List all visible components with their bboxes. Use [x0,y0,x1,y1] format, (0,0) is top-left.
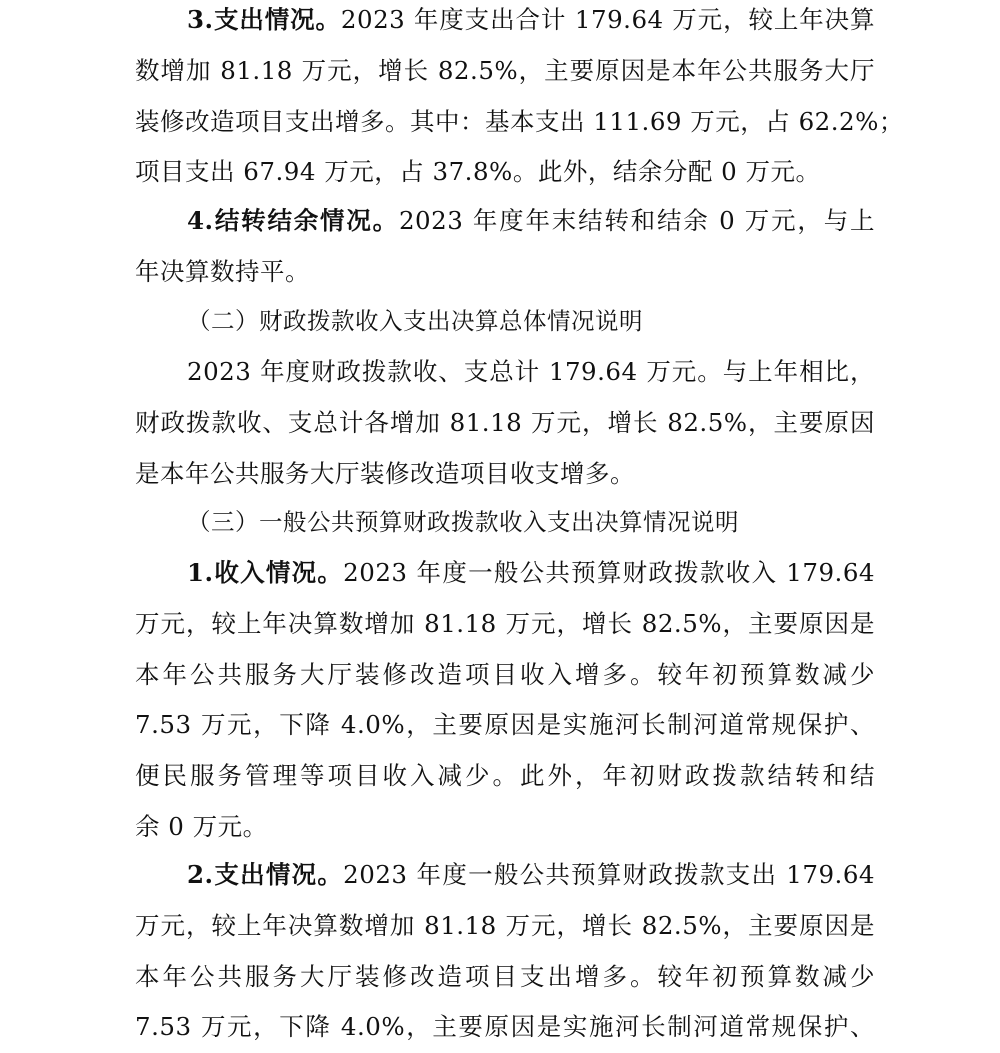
line-text: 2023 年度年末结转和结余 0 万元，与上 [398,206,875,235]
text-line: 便民服务管理等项目收入减少。此外，年初财政拨款结转和结 [135,761,875,791]
paragraph-income [135,548,875,853]
text-line: 项目支出 67.94 万元，占 37.8%。此外，结余分配 0 万元。 [135,157,821,187]
text-line: 万元，较上年决算数增加 81.18 万元，增长 82.5%，主要原因是 [135,608,875,638]
text-line [135,0,875,46]
subsection-heading-general-budget [135,497,875,548]
paragraph-fiscal-total [135,347,875,499]
text-line [135,196,875,247]
subsection-heading-fiscal-total [135,296,875,347]
text-line: 7.53 万元，下降 4.0%，主要原因是实施河长制河道常规保护、 [135,1012,875,1042]
text-line: 2023 年度财政拨款收、支总计 179.64 万元。与上年相比， [187,357,875,386]
text-line [135,548,875,599]
text-line: （二）财政拨款收入支出决算总体情况说明 [187,307,643,335]
text-line: （三）一般公共预算财政拨款收入支出决算情况说明 [187,508,739,536]
text-line: 装修改造项目支出增多。其中：基本支出 111.69 万元，占 62.2%； [135,106,904,136]
section-heading: 2.支出情况。 [187,860,344,889]
text-line: 本年公共服务大厅装修改造项目收入增多。较年初预算数减少 [135,659,875,689]
text-line: 是本年公共服务大厅装修改造项目收支增多。 [135,458,635,488]
line-text: 2023 年度一般公共预算财政拨款收入 179.64 [343,558,876,587]
paragraph-carryover [135,196,875,298]
paragraph-general-expenditure [135,850,875,1053]
section-heading: 3.支出情况。 [187,5,341,34]
text-line: 万元，较上年决算数增加 81.18 万元，增长 82.5%，主要原因是 [135,910,875,940]
line-text: 2023 年度一般公共预算财政拨款支出 179.64 [343,860,876,889]
text-line: 7.53 万元，下降 4.0%，主要原因是实施河长制河道常规保护、 [135,710,875,740]
text-line: 数增加 81.18 万元，增长 82.5%，主要原因是本年公共服务大厅 [135,55,875,85]
paragraph-expenditure [135,0,904,198]
section-heading: 4.结转结余情况。 [187,206,399,235]
section-heading: 1.收入情况。 [187,558,344,587]
text-line [135,850,875,901]
text-line: 年决算数持平。 [135,256,310,286]
text-line: 本年公共服务大厅装修改造项目支出增多。较年初预算数减少 [135,961,875,991]
line-text: 2023 年度支出合计 179.64 万元，较上年决算 [340,5,875,34]
text-line: 余 0 万元。 [135,811,268,841]
text-line: 财政拨款收、支总计各增加 81.18 万元，增长 82.5%，主要原因 [135,407,875,437]
